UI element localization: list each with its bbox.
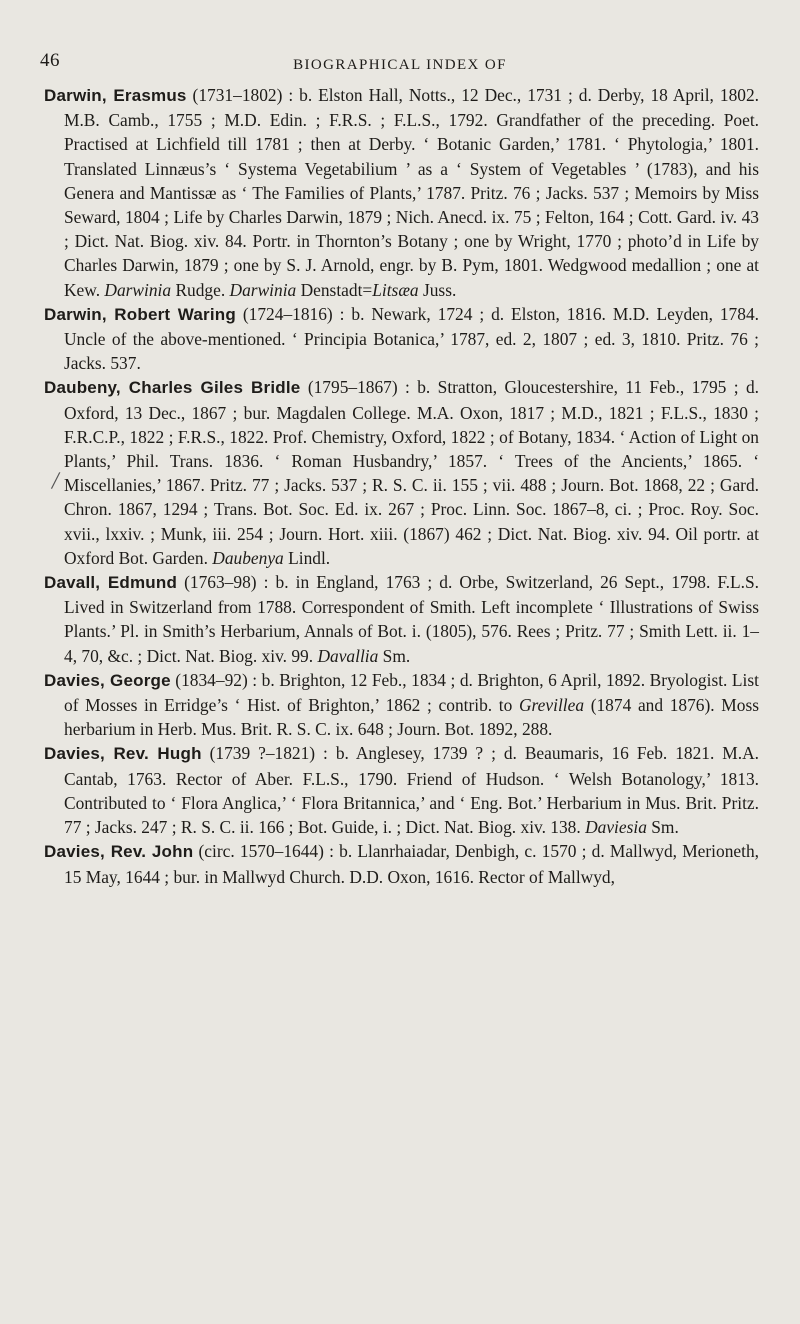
- entry-text: (1795–1867) : b. Stratton, Gloucestershire, 11 Feb., 1795 ; d. Oxford, 13 Dec., 1867 ; bur. Magdalen College. M.A. Oxon, 1817 ; M.D., 1821 ; F.L.S., 1830 ; F.R.C.P., 1822 ; F.R.S., 1822. Prof. Chemistry, Oxford, 1822 ; of Botany, 1834. ‘ Action of Light on Plants,’ Phil. Trans. 1836. ‘ Roman Husbandry,’ 1857. ‘ Trees of the Ancients,’ 1865. ‘ Miscellanies,’ 1867. Pritz. 77 ; Jacks. 537 ; R. S. C. ii. 155 ; vii. 488 ; Journ. Bot. 1868, 22 ; Gard. Chron. 1867, 1294 ; Trans. Bot. Soc. Ed. ix. 267 ; Proc. Linn. Soc. 1867–8, ci. ; Proc. Roy. Soc. xvii., lxxiv. ; Munk, iii. 254 ; Journ. Hort. xiii. (1867) 462 ; Dict. Nat. Biog. xiv. 94. Oil portr. at Oxford Bot. Garden.: [64, 377, 759, 568]
- entry-name: Davall, Edmund: [44, 573, 178, 593]
- entry-davies-hugh: [44, 741, 759, 839]
- entry-genus-1: Grevillea: [519, 695, 585, 716]
- entry-darwin-erasmus: [44, 83, 759, 302]
- entry-text: (1763–98) : b. in England, 1763 ; d. Orbe, Switzerland, 26 Sept., 1798. F.L.S. Lived in Switzerland from 1788. Correspondent of Smith. Left incomplete ‘ Illustrations of Swiss Plants.’ Pl. in Smith’s Herbarium, Annals of Bot. i. (1805), 576. Rees ; Pritz. 77 ; Smith Lett. ii. 1–4, 70, &c. ; Dict. Nat. Biog. xiv. 99.: [64, 572, 759, 666]
- entry-genus-1: Davallia: [317, 645, 379, 666]
- entry-text-mid2: Denstadt=: [296, 279, 373, 300]
- marginal-tick-mark: /: [50, 465, 62, 496]
- entry-text: (1739 ?–1821) : b. Anglesey, 1739 ? ; d. Beaumaris, 16 Feb. 1821. M.A. Cantab, 1763. Rector of Aber. F.L.S., 1790. Friend of Hudson. ‘ Welsh Botanology,’ 1813. Contributed to ‘ Flora Anglica,’ ‘ Flora Britannica,’ and ‘ Eng. Bot.’ Herbarium in Mus. Brit. Pritz. 77 ; Jacks. 247 ; R. S. C. ii. 166 ; Bot. Guide, i. ; Dict. Nat. Biog. xiv. 138.: [64, 743, 759, 838]
- entry-davies-john: [44, 839, 759, 888]
- entry-text: (circ. 1570–1644) : b. Llanrhaiadar, Denbigh, c. 1570 ; d. Mallwyd, Merioneth, 15 May, 1644 ; bur. in Mallwyd Church. D.D. Oxon, 1616. Rector of Mallwyd,: [64, 841, 759, 887]
- entry-text: (1731–1802) : b. Elston Hall, Notts., 12 Dec., 1731 ; d. Derby, 18 April, 1802. M.B. Camb., 1755 ; M.D. Edin. ; F.R.S. ; F.L.S., 1792. Grandfather of the preceding. Poet. Practised at Lichfield till 1781 ; then at Derby. ‘ Botanic Garden,’ 1781. ‘ Phytologia,’ 1801. Translated Linnæus’s ‘ Systema Vegetabilium ’ as a ‘ System of Vegetables ’ (1783), and his Genera and Mantissæ as ‘ The Families of Plants,’ 1787. Pritz. 76 ; Jacks. 537 ; Memoirs by Miss Seward, 1804 ; Life by Charles Darwin, 1879 ; Nich. Anecd. ix. 75 ; Felton, 164 ; Cott. Gard. iv. 43 ; Dict. Nat. Biog. xiv. 84. Portr. in Thornton’s Botany ; one by Wright, 1770 ; photo’d in Life by Charles Darwin, 1879 ; one by S. J. Arnold, engr. by B. Pym, 1801. Wedgwood medallion ; one at Kew.: [64, 85, 759, 300]
- entry-text-tail: Juss.: [418, 279, 457, 300]
- entry-text: (1724–1816) : b. Newark, 1724 ; d. Elston, 1816. M.D. Leyden, 1784. Uncle of the above-mentioned. ‘ Principia Botanica,’ 1787, ed. 2, 1807 ; ed. 3, 1810. Pritz. 76 ; Jacks. 537.: [64, 303, 759, 374]
- running-head: BIOGRAPHICAL INDEX OF: [293, 57, 507, 73]
- entry-genus-1: Darwinia: [104, 279, 172, 300]
- entry-text-mid: Rudge.: [171, 279, 230, 300]
- entry-name: Darwin, Erasmus: [44, 86, 187, 105]
- entry-davall: [44, 570, 759, 668]
- page-number: 46: [40, 50, 60, 71]
- entry-name: Daubeny, Charles Giles Bridle: [44, 378, 301, 398]
- entry-genus-1: Daviesia: [585, 817, 647, 838]
- entry-name: Davies, Rev. Hugh: [44, 744, 202, 764]
- entry-name: Davies, George: [44, 670, 171, 690]
- entry-genus-3: Litsæa: [372, 279, 419, 300]
- index-entries: [44, 83, 759, 889]
- entry-genus-1: Daubenya: [212, 547, 284, 568]
- entry-name: Darwin, Robert Waring: [44, 304, 236, 324]
- entry-genus-2: Darwinia: [229, 279, 297, 300]
- entry-text-tail: Lindl.: [283, 547, 331, 568]
- entry-text-tail: Sm.: [378, 645, 411, 666]
- entry-text-tail: Sm.: [646, 817, 679, 838]
- entry-daubeny: [44, 375, 759, 570]
- entry-text-tail: (1874 and 1876). Moss herbarium in Herb. Mus. Brit. R. S. C. ix. 648 ; Journ. Bot. 1892, 288.: [64, 695, 759, 740]
- entry-text: (1834–92) : b. Brighton, 12 Feb., 1834 ; d. Brighton, 6 April, 1892. Bryologist. List of Mosses in Erridge’s ‘ Hist. of Brighton,’ 1862 ; contrib. to: [64, 669, 759, 716]
- entry-darwin-robert: [44, 302, 759, 376]
- entry-davies-george: [44, 668, 759, 742]
- entry-name: Davies, Rev. John: [44, 842, 194, 862]
